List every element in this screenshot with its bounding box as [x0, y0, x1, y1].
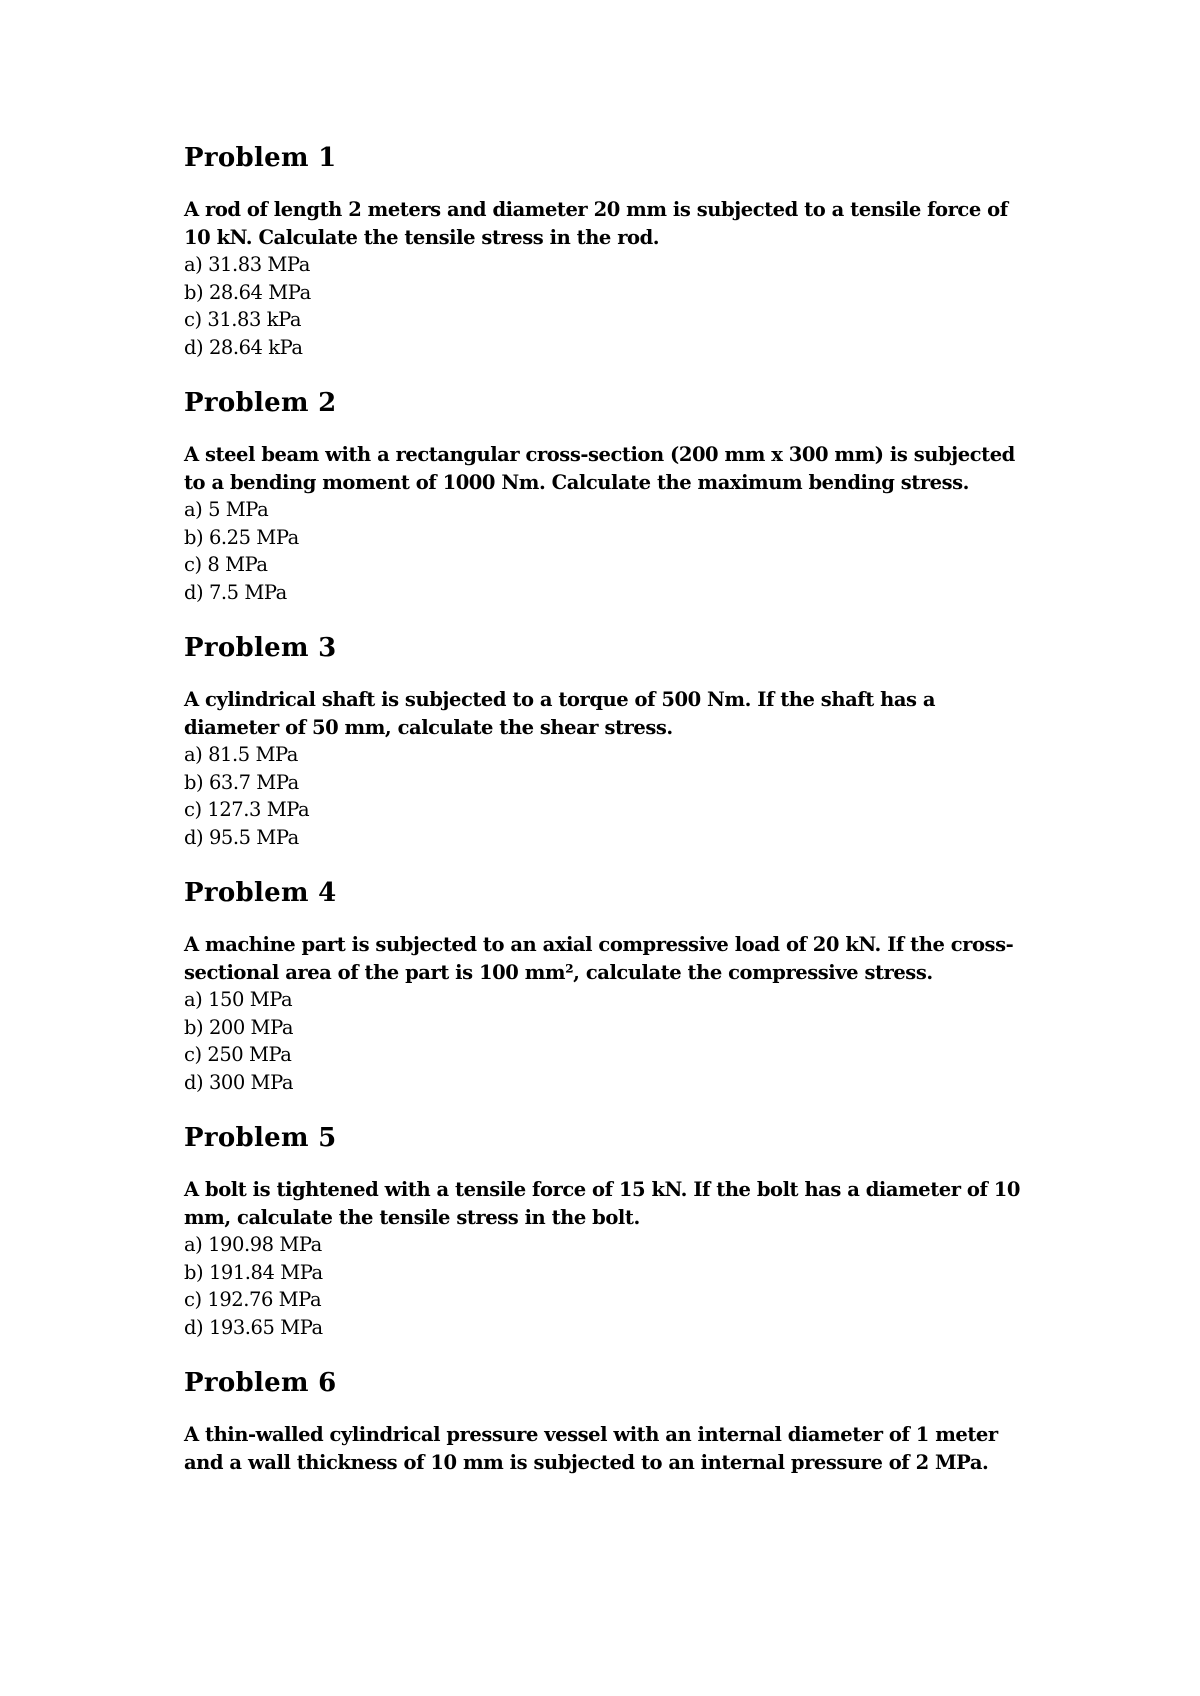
answer-options	[184, 496, 1034, 606]
problem-question: A thin-walled cylindrical pressure vessel with an internal diameter of 1 meter and a wall thickness of 10 mm is subjected to an internal pressure of 2 MPa.	[184, 1423, 998, 1474]
problem-3	[184, 630, 1034, 851]
problem-question: A machine part is subjected to an axial compressive load of 20 kN. If the cross-sectional area of the part is 100 mm², calculate the compressive stress.	[184, 933, 1014, 984]
problem-question: A cylindrical shaft is subjected to a torque of 500 Nm. If the shaft has a diameter of 50 mm, calculate the shear stress.	[184, 688, 936, 739]
option-c: c) 192.76 MPa	[184, 1288, 322, 1311]
problem-title: Problem 5	[184, 1123, 337, 1153]
problem-title: Problem 1	[184, 143, 337, 173]
problem-question: A steel beam with a rectangular cross-section (200 mm x 300 mm) is subjected to a bending moment of 1000 Nm. Calculate the maximum bending stress.	[184, 443, 1015, 494]
option-c: c) 31.83 kPa	[184, 308, 302, 331]
problem-title: Problem 4	[184, 878, 337, 908]
option-c: c) 250 MPa	[184, 1043, 292, 1066]
option-d: d) 28.64 kPa	[184, 335, 303, 359]
problem-title: Problem 3	[184, 633, 337, 663]
option-b: b) 6.25 MPa	[184, 525, 299, 549]
option-b: b) 191.84 MPa	[184, 1260, 323, 1284]
problem-5	[184, 1120, 1034, 1341]
problem-question: A bolt is tightened with a tensile force of 15 kN. If the bolt has a diameter of 10 mm, calculate the tensile stress in the bolt.	[184, 1178, 1020, 1229]
option-a: a) 31.83 MPa	[184, 253, 310, 276]
option-d: d) 7.5 MPa	[184, 580, 287, 604]
option-a: a) 150 MPa	[184, 988, 293, 1011]
option-a: a) 190.98 MPa	[184, 1233, 322, 1256]
problem-title: Problem 6	[184, 1368, 337, 1398]
option-d: d) 193.65 MPa	[184, 1315, 323, 1339]
document-page	[184, 140, 1034, 1476]
problem-4	[184, 875, 1034, 1096]
problem-2	[184, 385, 1034, 606]
problem-title: Problem 2	[184, 388, 337, 418]
problem-1	[184, 140, 1034, 361]
option-a: a) 5 MPa	[184, 498, 269, 521]
option-b: b) 200 MPa	[184, 1015, 294, 1039]
problem-question: A rod of length 2 meters and diameter 20 mm is subjected to a tensile force of 10 kN. Calculate the tensile stress in the rod.	[184, 198, 1008, 249]
option-d: d) 95.5 MPa	[184, 825, 299, 849]
option-b: b) 28.64 MPa	[184, 280, 311, 304]
problem-6	[184, 1365, 1034, 1476]
option-b: b) 63.7 MPa	[184, 770, 299, 794]
answer-options	[184, 741, 1034, 851]
answer-options	[184, 986, 1034, 1096]
answer-options	[184, 1231, 1034, 1341]
answer-options	[184, 251, 1034, 361]
option-a: a) 81.5 MPa	[184, 743, 298, 766]
option-d: d) 300 MPa	[184, 1070, 294, 1094]
option-c: c) 8 MPa	[184, 553, 268, 576]
option-c: c) 127.3 MPa	[184, 798, 310, 821]
